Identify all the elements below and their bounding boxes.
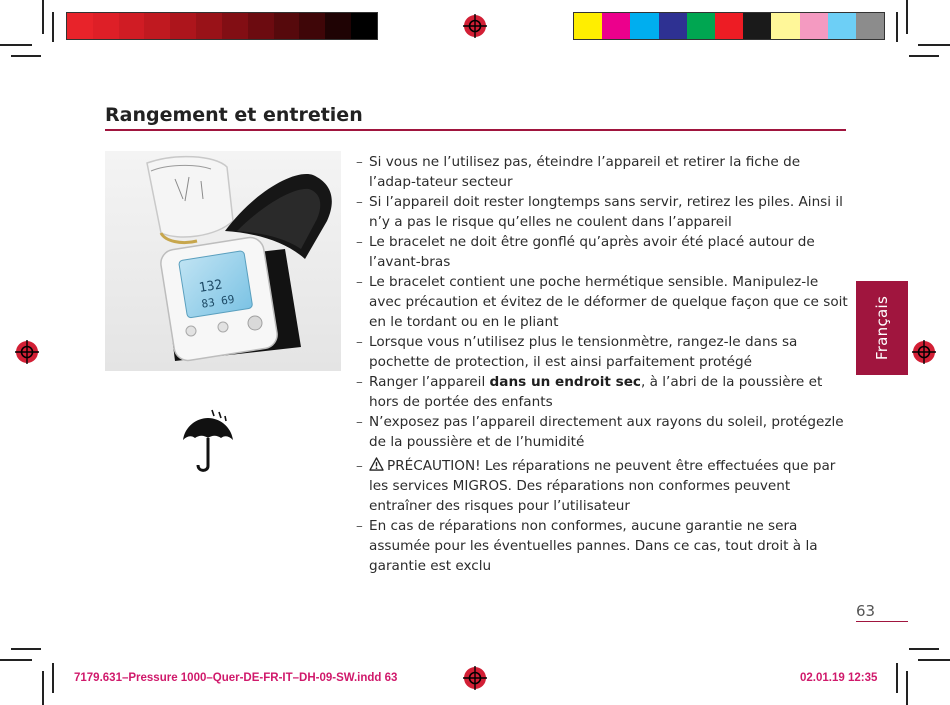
warning-text: PRÉCAUTION! Les réparations ne peuvent être effectuées que par les services MIGROS. Des réparations non conformes peuvent entraîner des risques pour l’utilisateur: [369, 458, 836, 514]
color-swatch: [222, 13, 248, 39]
storage-text-pre: Ranger l’appareil: [369, 374, 490, 390]
color-swatch: [248, 13, 274, 39]
page-number-rule: [856, 621, 908, 622]
color-swatch: [602, 13, 630, 39]
color-swatch: [299, 13, 325, 39]
footer-file-name: 7179.631–Pressure 1000–Quer-DE-FR-IT–DH-09-SW.indd 63: [74, 672, 398, 684]
color-swatch: [119, 13, 145, 39]
warning-triangle-icon: [369, 457, 384, 471]
list-item: – Le bracelet contient une poche hermétique sensible. Manipulez-le avec précaution et évitez de le déformer de quelque façon que ce soit en le tordant ou en le pliant: [356, 272, 848, 332]
list-item: – Si l’appareil doit rester longtemps sans servir, retirez les piles. Ainsi il n’y a pas le risque qu’elles ne coulent dans l’appareil: [356, 192, 848, 232]
color-swatch: [743, 13, 771, 39]
color-swatch: [800, 13, 828, 39]
list-item: [356, 372, 848, 412]
storage-text-post: , à l’abri de la poussière et hors de portée des enfants: [369, 374, 823, 410]
color-swatch: [351, 13, 377, 39]
list-item-warning: [356, 456, 848, 516]
language-tab-label: Français: [873, 295, 891, 361]
care-instructions-list: [356, 152, 848, 576]
color-swatch: [325, 13, 351, 39]
list-item: – N’exposez pas l’appareil directement aux rayons du soleil, protégezle de la poussière et de l’humidité: [356, 412, 848, 452]
color-swatch: [771, 13, 799, 39]
list-item: – Si vous ne l’utilisez pas, éteindre l’appareil et retirer la fiche de l’adap-tateur secteur: [356, 152, 848, 192]
color-bar-right: [573, 12, 885, 40]
color-swatch: [687, 13, 715, 39]
page-number: 63: [856, 602, 876, 620]
svg-text:132: 132: [197, 277, 224, 296]
umbrella-rain-icon: [181, 408, 235, 474]
heading-rule: [105, 129, 846, 131]
language-tab: [856, 281, 908, 375]
color-swatch: [93, 13, 119, 39]
product-photo: [105, 151, 341, 371]
registration-mark-icon: [463, 14, 487, 38]
footer-timestamp: 02.01.19 12:35: [800, 672, 878, 684]
list-item: – En cas de réparations non conformes, aucune garantie ne sera assumée pour les éventuelles pannes. Dans ce cas, tout droit à la garantie est exclu: [356, 516, 848, 576]
color-swatch: [196, 13, 222, 39]
color-swatch: [715, 13, 743, 39]
color-swatch: [828, 13, 856, 39]
color-swatch: [630, 13, 658, 39]
registration-mark-icon: [15, 340, 39, 364]
section-heading: Rangement et entretien: [105, 104, 363, 126]
color-swatch: [574, 13, 602, 39]
list-item: – Lorsque vous n’utilisez plus le tensionmètre, rangez-le dans sa pochette de protection, il est ainsi parfaitement protégé: [356, 332, 848, 372]
color-swatch: [274, 13, 300, 39]
color-swatch: [67, 13, 93, 39]
registration-mark-icon: [912, 340, 936, 364]
color-swatch: [144, 13, 170, 39]
registration-mark-icon: [463, 666, 487, 690]
color-bar-left: [66, 12, 378, 40]
list-item: – Le bracelet ne doit être gonflé qu’après avoir été placé autour de l’avant-bras: [356, 232, 848, 272]
svg-text:83 69: 83 69: [200, 292, 236, 311]
color-swatch: [856, 13, 884, 39]
storage-text-bold: dans un endroit sec: [489, 374, 641, 390]
color-swatch: [659, 13, 687, 39]
color-swatch: [170, 13, 196, 39]
